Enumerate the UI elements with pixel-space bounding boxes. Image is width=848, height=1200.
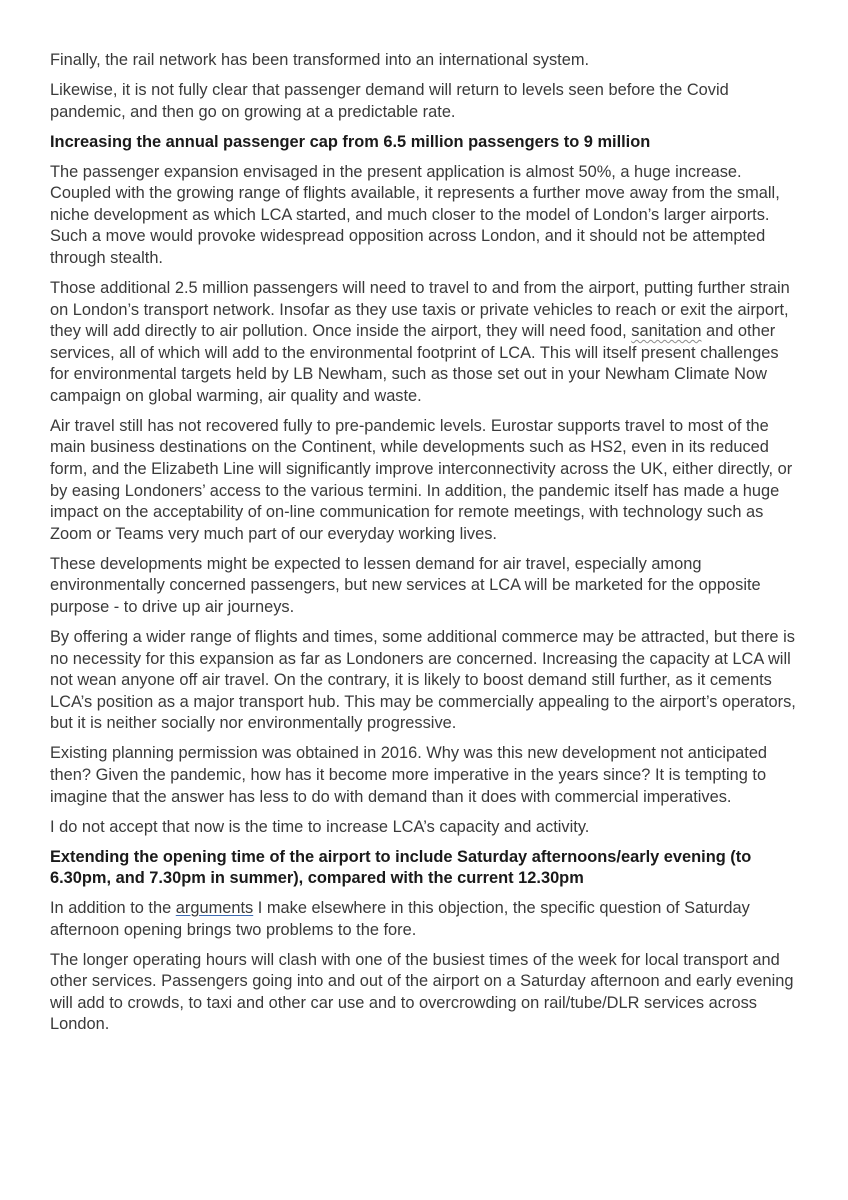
paragraph-additional-passengers-part1: Those additional 2.5 million passengers will need to travel to and from the airport, putting further strain on London’s transport network. Insofar as they use taxis or private vehicles to reach or exit the airport, they will add directly to air pollution. Once inside the airport, they will need food, [50, 278, 790, 341]
paragraph-rail-network: Finally, the rail network has been transformed into an international system. [50, 51, 590, 69]
paragraph-planning-permission: Existing planning permission was obtained in 2016. Why was this new development not anticipated then? Given the pandemic, how has it become more imperative in the years since? It is tempting to imagine that the answer has less to do with demand than it does with commercial imperatives. [50, 744, 768, 806]
paragraph-not-accept: I do not accept that now is the time to increase LCA’s capacity and activity. [50, 817, 590, 836]
paragraph-operating-hours: The longer operating hours will clash with one of the busiest times of the week for local transport and other services. Passengers going into and out of the airport on a Saturday afternoon and early evening will add to crowds, to taxi and other car use and to overcrowding on rail/tube/DLR services across London. [50, 950, 794, 1034]
paragraph-saturday-opening [50, 898, 802, 941]
paragraph-passenger-demand: Likewise, it is not fully clear that passenger demand will return to levels seen before the Covid pandemic, and then go on growing at a predictable rate. [50, 80, 729, 121]
paragraph-saturday-opening-part1: In addition to the [50, 899, 176, 918]
heading-opening-time: Extending the opening time of the airport to include Saturday afternoons/early evening (to 6.30pm, and 7.30pm in summer), compared with the current 12.30pm [50, 847, 752, 888]
document-page [50, 50, 802, 1044]
paragraph-additional-passengers [50, 278, 802, 408]
paragraph-saturday-opening-part2: I make elsewhere in this objection, the specific question of Saturday afternoon opening brings two problems to the fore. [50, 899, 750, 939]
paragraph-air-travel-recovery: Air travel still has not recovered fully to pre-pandemic levels. Eurostar supports travel to most of the main business destinations on the Continent, while developments such as HS2, even in its reduced form, and the Elizabeth Line will significantly improve interconnectivity across the UK, either directly, or by easing Londoners’ access to the various termini. In addition, the pandemic itself has made a huge impact on the acceptability of on-line communication for remote meetings, with technology such as Zoom or Teams very much part of our everyday working lives. [50, 416, 793, 543]
paragraph-passenger-expansion: The passenger expansion envisaged in the present application is almost 50%, a huge increase. Coupled with the growing range of flights available, it represents a further move away from the small, niche development as which LCA started, and much closer to the model of London’s larger airports. Such a move would provoke widespread opposition across London, and it should not be attempted through stealth. [50, 162, 780, 267]
paragraph-lessen-demand: These developments might be expected to lessen demand for air travel, especially among environmentally concerned passengers, but new services at LCA will be marketed for the opposite purpose - to drive up air journeys. [50, 554, 761, 616]
spellcheck-flagged-word[interactable]: sanitation [631, 322, 702, 341]
paragraph-additional-passengers-part2: and other services, all of which will add to the environmental footprint of LCA. This will itself present challenges for environmental targets held by LB Newham, such as those set out in your Newham Climate Now campaign on global warming, air quality and waste. [50, 322, 779, 405]
heading-passenger-cap: Increasing the annual passenger cap from 6.5 million passengers to 9 million [50, 132, 651, 151]
arguments-link[interactable]: arguments [175, 899, 254, 918]
paragraph-wider-range: By offering a wider range of flights and times, some additional commerce may be attracted, but there is no necessity for this expansion as far as Londoners are concerned. Increasing the capacity at LCA will not wean anyone off air travel. On the contrary, it is likely to boost demand still further, as it cements LCA’s position as a major transport hub. This may be commercially appealing to the airport’s operators, but it is neither socially nor environmentally progressive. [50, 627, 796, 733]
